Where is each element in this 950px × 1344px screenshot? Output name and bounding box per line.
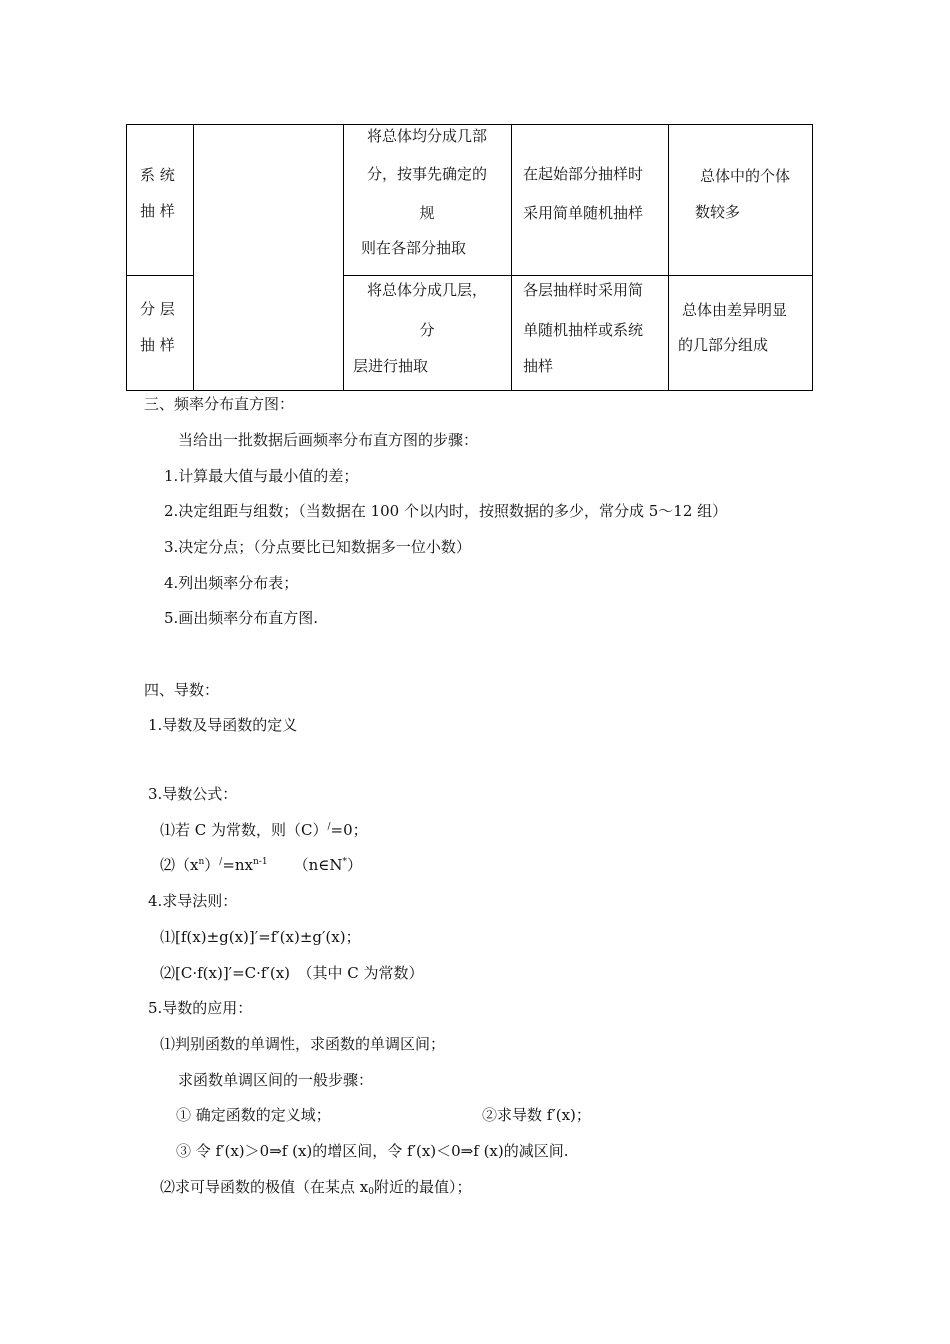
description-line1: 将总体均分成几部 <box>366 127 487 145</box>
derivative-rules-heading: 4.求导法则： <box>148 892 238 910</box>
formula-constant: ⑴若 C 为常数，则（C）/=0； <box>160 821 368 839</box>
section-heading-histogram: 三、频率分布直方图： <box>144 395 295 413</box>
table-row-divider-left <box>126 275 193 276</box>
description-line1: 将总体分成几层， <box>366 281 487 299</box>
relation-line2: 单随机抽样或系统 <box>523 321 644 339</box>
description-line2: 分，按事先确定的 <box>366 165 487 183</box>
derivative-formulas-heading: 3.导数公式： <box>148 785 238 803</box>
derivative-applications-heading: 5.导数的应用： <box>148 999 253 1017</box>
table-col-divider-4 <box>668 124 669 391</box>
description-line4: 则在各部分抽取 <box>361 239 467 257</box>
histogram-step-5: 5.画出频率分布直方图. <box>164 609 319 627</box>
description-line3: 规 <box>419 204 435 222</box>
description-line3: 层进行抽取 <box>353 357 429 375</box>
method-name-line1: 分 层 <box>140 300 175 318</box>
derivative-definition-item: 1.导数及导函数的定义 <box>148 716 298 734</box>
rule-sum: ⑴[f(x)±g(x)]′=f′(x)±g′(x)； <box>160 928 361 946</box>
table-col-divider-2 <box>343 124 344 391</box>
scope-line2: 的几部分组成 <box>678 336 769 354</box>
histogram-step-4: 4.列出频率分布表； <box>164 574 299 592</box>
description-line2: 分 <box>419 321 435 339</box>
table-col-divider-1 <box>193 124 194 391</box>
table-border-bottom <box>126 390 813 391</box>
method-name-line1: 系 统 <box>140 166 175 184</box>
table-col-divider-3 <box>511 124 512 391</box>
monotonic-step-3: ③ 令 f′(x)＞0⇒f (x)的增区间，令 f′(x)＜0⇒f (x)的减区间. <box>176 1142 569 1160</box>
monotonic-step-2: ②求导数 f′(x)； <box>482 1106 591 1124</box>
table-border-left <box>126 124 127 391</box>
section-heading-derivative: 四、导数： <box>144 681 220 699</box>
table-border-top <box>126 124 813 125</box>
rule-constant-multiple: ⑵[C·f(x)]′=C·f′(x) （其中 C 为常数） <box>160 964 424 982</box>
relation-line1: 在起始部分抽样时 <box>523 165 644 183</box>
scope-line1: 总体由差异明显 <box>682 301 788 319</box>
application-monotonicity: ⑴判别函数的单调性，求函数的单调区间； <box>160 1035 446 1053</box>
histogram-step-2: 2.决定组距与组数；（当数据在 100 个以内时，按照数据的多少，常分成 5～12 组） <box>164 502 728 520</box>
table-row-divider-right <box>343 275 813 276</box>
relation-line1: 各层抽样时采用简 <box>523 281 644 299</box>
monotonic-step-1: ① 确定函数的定义域； <box>176 1106 331 1124</box>
monotonic-steps-title: 求函数单调区间的一般步骤： <box>178 1071 374 1089</box>
histogram-intro: 当给出一批数据后画频率分布直方图的步骤： <box>178 431 479 449</box>
histogram-step-1: 1.计算最大值与最小值的差； <box>164 467 359 485</box>
sampling-methods-table <box>126 124 813 391</box>
histogram-step-3: 3.决定分点；（分点要比已知数据多一位小数） <box>164 538 471 556</box>
method-name-line2: 抽 样 <box>140 202 175 220</box>
formula-power: $⑵(x^n)^/=nx^{n-1}$ （n∈N*） <box>160 856 363 874</box>
application-extrema: ⑵求可导函数的极值（在某点 $x_0$附近的最值）； <box>160 1178 472 1197</box>
scope-line1: 总体中的个体 <box>700 167 791 185</box>
scope-line2: 数较多 <box>695 203 741 221</box>
relation-line3: 抽样 <box>523 357 554 375</box>
relation-line2: 采用简单随机抽样 <box>523 204 644 222</box>
method-name-line2: 抽 样 <box>140 336 175 354</box>
table-border-right <box>812 124 813 391</box>
